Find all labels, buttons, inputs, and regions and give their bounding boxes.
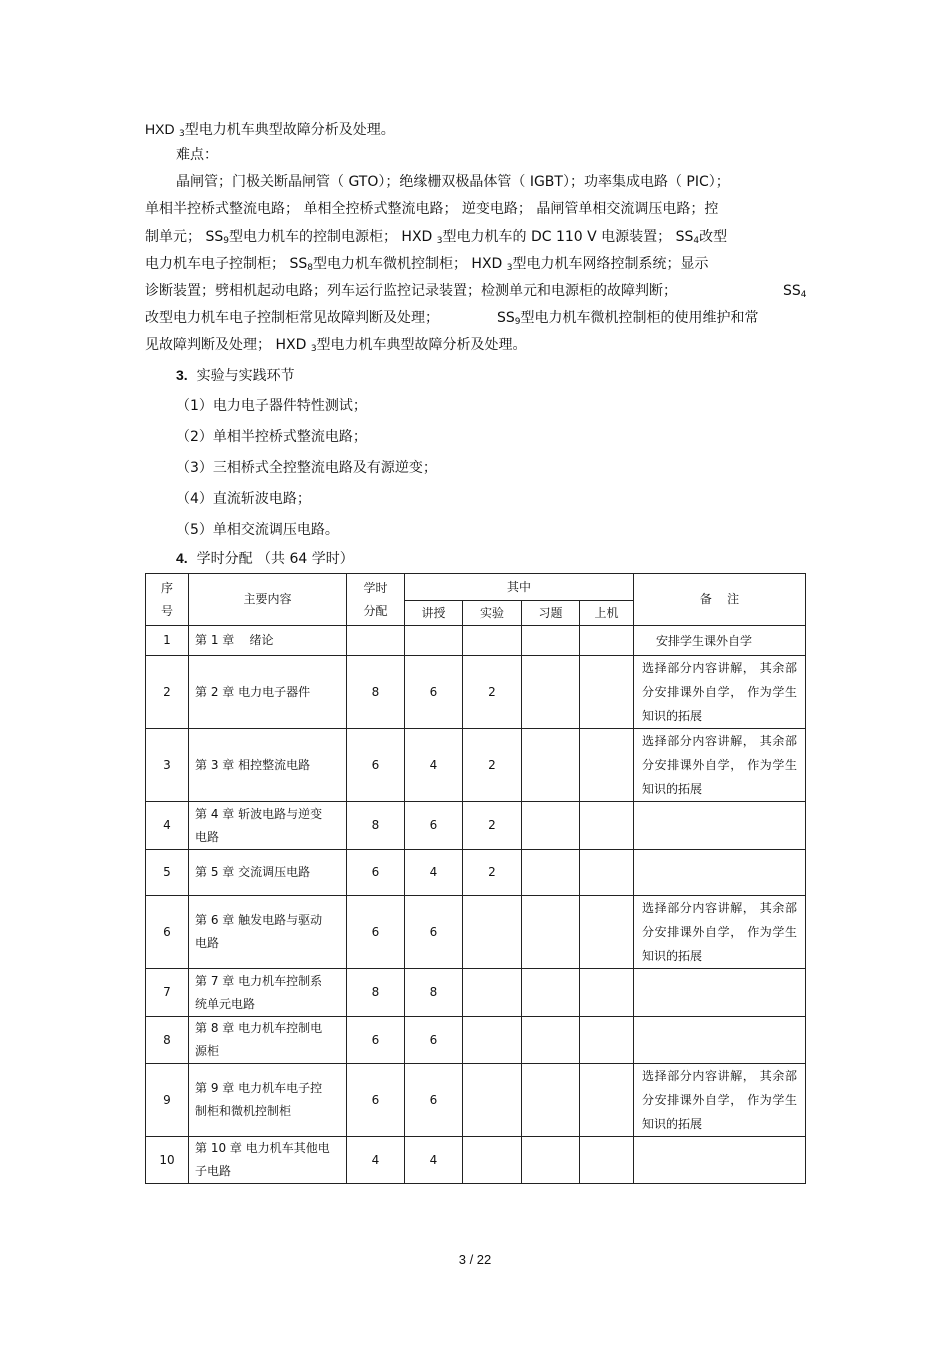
cell-lecture: 4: [405, 850, 463, 896]
cell-lecture: 6: [405, 1064, 463, 1137]
cell-content: 第 2 章 电力电子器件: [189, 656, 347, 729]
cell-computer: [580, 969, 634, 1017]
cell-lab: [463, 626, 522, 656]
cell-computer: [580, 729, 634, 802]
cell-lab: [463, 1017, 522, 1064]
cell-lab: 2: [463, 656, 522, 729]
page-number: 3 / 22: [458, 1252, 492, 1267]
table-row: [146, 1137, 806, 1184]
cell-remark: [634, 802, 806, 850]
cell-seq: 3: [146, 729, 189, 802]
cell-computer: [580, 896, 634, 969]
cell-hours: 8: [347, 656, 405, 729]
cell-exercise: [522, 626, 580, 656]
cell-lecture: 6: [405, 1017, 463, 1064]
cell-seq: 2: [146, 656, 189, 729]
table-row: [146, 1064, 806, 1137]
cell-seq: 4: [146, 802, 189, 850]
cell-lab: 2: [463, 850, 522, 896]
header-content: 主要内容: [189, 574, 347, 626]
difficulty-line-5-ss4: $SS_4$: [783, 283, 807, 300]
difficulty-line-2: 单相半控桥式整流电路； 单相全控桥式整流电路； 逆变电路； 晶闸管单相交流调压电路；控: [145, 201, 719, 217]
cell-lecture: 4: [405, 1137, 463, 1184]
difficulty-line-3: 制单元； $SS_9$型电力机车的控制电源柜； HXD $_3$型电力机车的 DC 110 V 电源装置； $SS_4$改型: [145, 229, 728, 246]
cell-hours: [347, 626, 405, 656]
cell-computer: [580, 1064, 634, 1137]
cell-exercise: [522, 1017, 580, 1064]
cell-remark: [634, 850, 806, 896]
cell-content: 第 9 章 电力机车电子控制柜和微机控制柜: [189, 1064, 347, 1137]
lab-item-5: （5）单相交流调压电路。: [176, 522, 339, 538]
cell-lab: 2: [463, 729, 522, 802]
cell-computer: [580, 1137, 634, 1184]
cell-lab: [463, 896, 522, 969]
difficulty-label: 难点：: [176, 147, 218, 163]
cell-content: 第 10 章 电力机车其他电子电路: [189, 1137, 347, 1184]
difficulty-line-5: 诊断装置；劈相机起动电路；列车运行监控记录装置；检测单元和电源柜的故障判断；: [145, 283, 677, 299]
cell-exercise: [522, 1064, 580, 1137]
difficulty-line-4: 电力机车电子控制柜； $SS_8$型电力机车微机控制柜； HXD $_3$型电力机车网络控制系统；显示: [145, 256, 709, 273]
difficulty-line-1: 晶闸管；门极关断晶闸管（ GTO）；绝缘栅双极晶体管（ IGBT）；功率集成电路（ PIC）；: [176, 174, 730, 190]
cell-remark: [634, 969, 806, 1017]
cell-hours: 8: [347, 969, 405, 1017]
cell-hours: 6: [347, 896, 405, 969]
lab-item-3: （3）三相桥式全控整流电路及有源逆变；: [176, 460, 437, 476]
cell-exercise: [522, 729, 580, 802]
difficulty-line-7: 见故障判断及处理； HXD $_3$型电力机车典型故障分析及处理。: [145, 337, 527, 354]
hours-allocation-table: [145, 573, 806, 1184]
table-row: [146, 656, 806, 729]
cell-seq: 6: [146, 896, 189, 969]
header-hours: 学时 分配: [347, 574, 405, 626]
difficulty-line-6b: $SS_9$型电力机车微机控制柜的使用维护和常: [497, 310, 759, 327]
table-row: [146, 896, 806, 969]
table-row: [146, 969, 806, 1017]
cell-computer: [580, 802, 634, 850]
cell-lab: [463, 1064, 522, 1137]
header-lecture: 讲授: [405, 601, 463, 626]
cell-seq: 9: [146, 1064, 189, 1137]
table-row: [146, 729, 806, 802]
cell-remark: 安排学生课外自学: [634, 626, 806, 656]
header-computer: 上机: [580, 601, 634, 626]
cell-computer: [580, 850, 634, 896]
cell-content: 第 3 章 相控整流电路: [189, 729, 347, 802]
cell-lecture: 4: [405, 729, 463, 802]
cell-content: 第 7 章 电力机车控制系统单元电路: [189, 969, 347, 1017]
cell-exercise: [522, 656, 580, 729]
cell-content: 第 8 章 电力机车控制电源柜: [189, 1017, 347, 1064]
cell-remark: 选择部分内容讲解， 其余部分安排课外自学， 作为学生知识的拓展: [634, 656, 806, 729]
cell-lecture: 6: [405, 802, 463, 850]
header-among: 其中: [405, 574, 634, 601]
cell-lecture: 8: [405, 969, 463, 1017]
cell-exercise: [522, 896, 580, 969]
cell-exercise: [522, 850, 580, 896]
cell-content: 第 5 章 交流调压电路: [189, 850, 347, 896]
cell-exercise: [522, 969, 580, 1017]
cell-seq: 10: [146, 1137, 189, 1184]
table-row: [146, 626, 806, 656]
cell-hours: 4: [347, 1137, 405, 1184]
cell-hours: 8: [347, 802, 405, 850]
cell-lecture: [405, 626, 463, 656]
cell-lab: [463, 1137, 522, 1184]
cell-lecture: 6: [405, 656, 463, 729]
cell-seq: 5: [146, 850, 189, 896]
cell-content: 第 6 章 触发电路与驱动电路: [189, 896, 347, 969]
cell-lab: [463, 969, 522, 1017]
cell-hours: 6: [347, 850, 405, 896]
table-row: [146, 1017, 806, 1064]
cell-remark: 选择部分内容讲解， 其余部分安排课外自学， 作为学生知识的拓展: [634, 1064, 806, 1137]
cell-seq: 8: [146, 1017, 189, 1064]
cell-hours: 6: [347, 1064, 405, 1137]
cell-remark: [634, 1017, 806, 1064]
difficulty-line-6: 改型电力机车电子控制柜常见故障判断及处理；: [145, 310, 439, 326]
cell-lecture: 6: [405, 896, 463, 969]
cell-exercise: [522, 1137, 580, 1184]
cell-computer: [580, 1017, 634, 1064]
cell-seq: 1: [146, 626, 189, 656]
table-row: [146, 850, 806, 896]
lab-item-1: （1）电力电子器件特性测试；: [176, 398, 367, 414]
cell-exercise: [522, 802, 580, 850]
table-row: [146, 802, 806, 850]
header-exercise: 习题: [522, 601, 580, 626]
section-3-heading: 3. 实验与实践环节: [176, 367, 295, 384]
cell-content: 第 4 章 斩波电路与逆变电路: [189, 802, 347, 850]
header-seq: 序 号: [146, 574, 189, 626]
intro-line-1: HXD $_3$型电力机车典型故障分析及处理。: [145, 121, 395, 139]
lab-item-4: （4）直流斩波电路；: [176, 491, 311, 507]
header-lab: 实验: [463, 601, 522, 626]
section-4-heading: 4. 学时分配 （共 64 学时）: [176, 550, 354, 567]
cell-computer: [580, 656, 634, 729]
cell-remark: 选择部分内容讲解， 其余部分安排课外自学， 作为学生知识的拓展: [634, 729, 806, 802]
lab-item-2: （2）单相半控桥式整流电路；: [176, 429, 367, 445]
cell-computer: [580, 626, 634, 656]
cell-remark: [634, 1137, 806, 1184]
cell-content: 第 1 章 绪论: [189, 626, 347, 656]
header-remark: 备 注: [634, 574, 806, 626]
cell-hours: 6: [347, 1017, 405, 1064]
cell-remark: 选择部分内容讲解， 其余部分安排课外自学， 作为学生知识的拓展: [634, 896, 806, 969]
cell-hours: 6: [347, 729, 405, 802]
cell-seq: 7: [146, 969, 189, 1017]
cell-lab: 2: [463, 802, 522, 850]
